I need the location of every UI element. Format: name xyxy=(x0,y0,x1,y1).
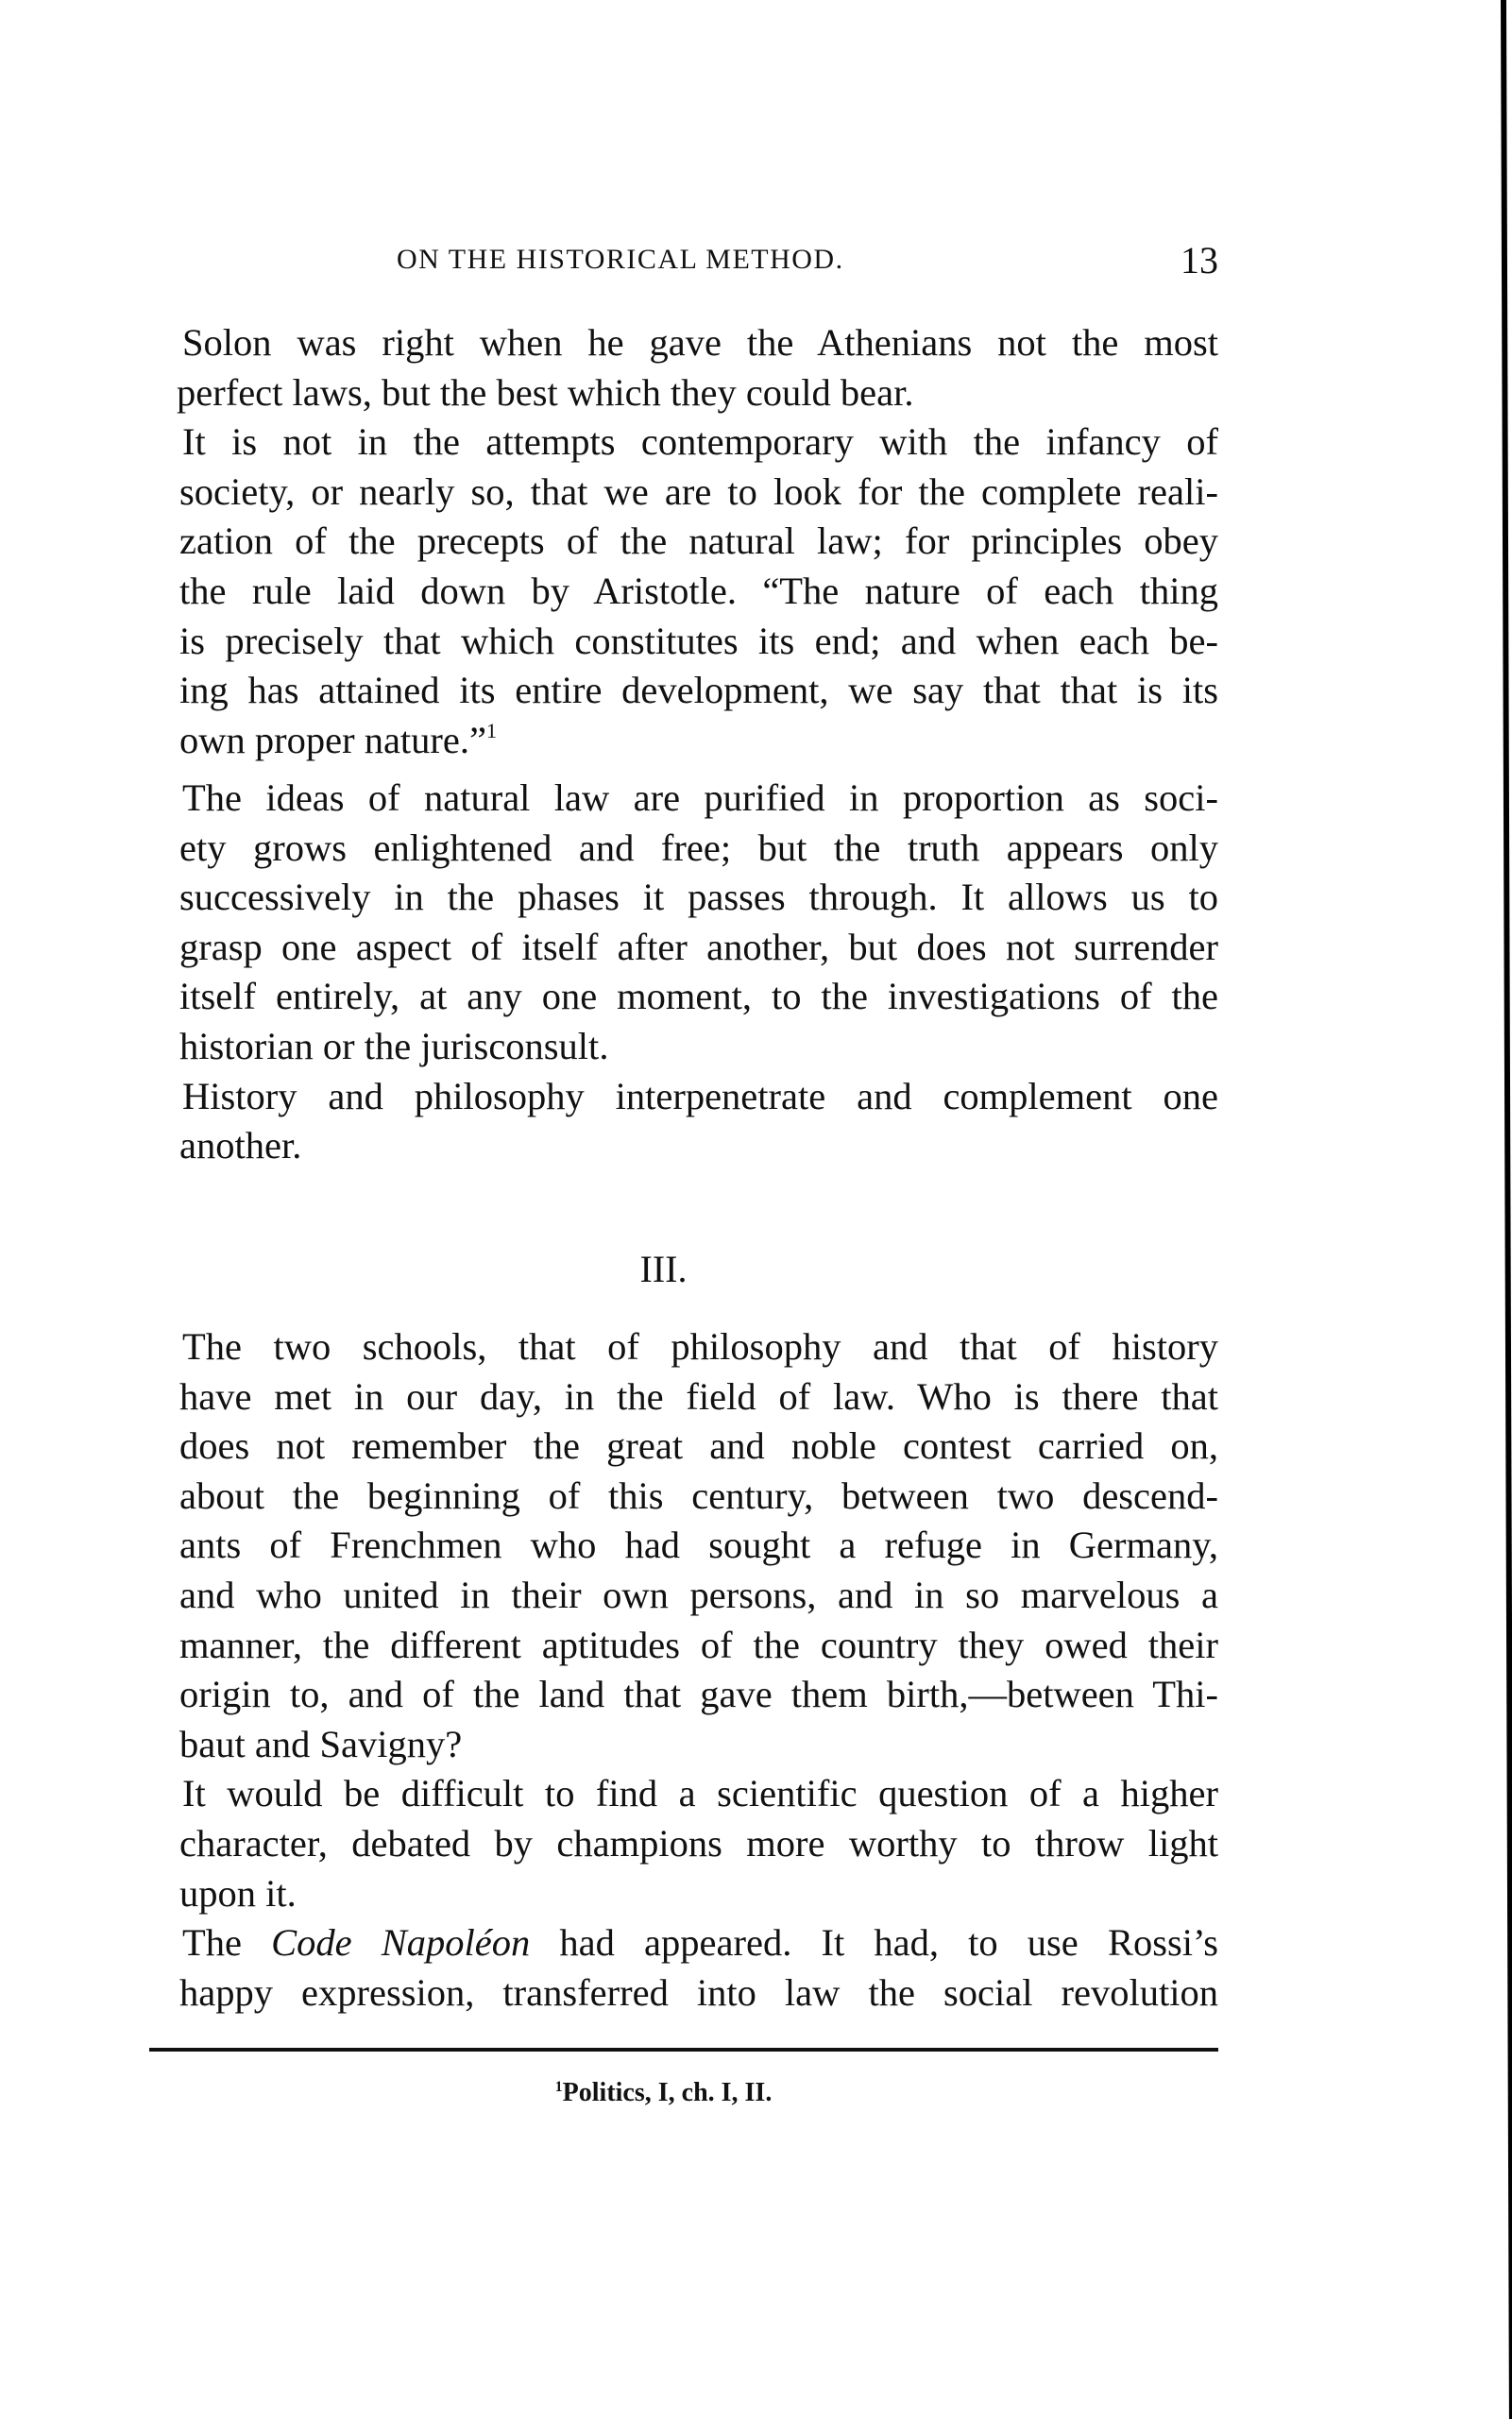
text-line: ants of Frenchmen who had sought a refuge in Germany, xyxy=(179,1524,1218,1567)
text-line: does not remember the great and noble contest carried on, xyxy=(179,1424,1218,1468)
footnote-divider xyxy=(149,2048,1218,2052)
text-line: successively in the phases it passes through. It allows us to xyxy=(179,876,1218,919)
text-fragment: The xyxy=(182,1921,272,1965)
text-line: The two schools, that of philosophy and that of history xyxy=(182,1325,1218,1368)
text-line: ety grows enlightened and free; but the truth appears only xyxy=(179,826,1218,869)
text-line xyxy=(179,716,1218,766)
text-line: historian or the jurisconsult. xyxy=(179,1024,609,1067)
paragraph-ideas xyxy=(179,774,1218,1072)
text-line: character, debated by champions more worthy to throw light xyxy=(179,1821,1218,1865)
text-line: manner, the different aptitudes of the country they owed their xyxy=(179,1623,1218,1666)
running-head-title: ON THE HISTORICAL METHOD. xyxy=(397,244,844,275)
text-line: History and philosophy interpenetrate and complement one xyxy=(182,1074,1218,1117)
text-line: another. xyxy=(179,1124,302,1167)
paragraph-two-schools xyxy=(179,1322,1218,1769)
paragraph-code-napoleon xyxy=(179,1918,1218,2018)
text-line: baut and Savigny? xyxy=(179,1722,463,1765)
text-line: perfect laws, but the best which they could bear. xyxy=(177,370,914,414)
running-head xyxy=(397,238,1218,285)
footnote-marker: 1 xyxy=(554,2079,563,2095)
text-line: grasp one aspect of itself after another, but does not surrender xyxy=(179,925,1218,968)
text-line: and who united in their own persons, and in so marvelous a xyxy=(179,1573,1218,1616)
text-line: ing has attained its entire development, we say that that is its xyxy=(179,669,1218,712)
text-line: zation of the precepts of the natural law; for principles obey xyxy=(179,520,1218,563)
section-number: III. xyxy=(639,1248,688,1290)
section-heading xyxy=(0,1247,1512,1291)
text-block-2 xyxy=(179,774,1218,1171)
paragraph-natural-law xyxy=(179,417,1218,765)
italic-title: Code Napoléon xyxy=(271,1921,531,1965)
footnote xyxy=(0,2078,1512,2108)
text-line: itself entirely, at any one moment, to the investigations of the xyxy=(179,975,1218,1018)
page-number: 13 xyxy=(1181,239,1218,281)
text-line: have met in our day, in the field of law. Who is there that xyxy=(179,1374,1218,1418)
text-block-3 xyxy=(179,1322,1218,2018)
footnote-marker[interactable]: 1 xyxy=(486,718,497,742)
text-line: the rule laid down by Aristotle. “The nature of each thing xyxy=(179,569,1218,612)
text-line: The ideas of natural law are purified in proportion as soci- xyxy=(182,776,1218,819)
text-fragment: had appeared. It had, to use Rossi’s xyxy=(530,1921,1218,1965)
text-line: origin to, and of the land that gave them birth,—between Thi- xyxy=(179,1673,1218,1716)
scan-edge-shadow xyxy=(1501,0,1512,2419)
text-line: It is not in the attempts contemporary with the infancy of xyxy=(182,420,1218,464)
text-line-content: own proper nature.” xyxy=(179,718,486,761)
footnote-content xyxy=(555,2078,773,2107)
text-line xyxy=(179,1918,1218,1968)
text-line: Solon was right when he gave the Athenians not the most xyxy=(182,321,1218,364)
text-line: It would be difficult to find a scientific question of a higher xyxy=(182,1772,1218,1815)
text-line: is precisely that which constitutes its end; and when each be- xyxy=(179,619,1218,662)
text-block-1 xyxy=(179,318,1218,765)
paragraph-history-philosophy xyxy=(179,1072,1218,1171)
text-line: happy expression, transferred into law the social revolution xyxy=(179,1970,1218,2014)
paragraph-solon xyxy=(179,318,1218,417)
footnote-text: Politics, I, ch. I, II. xyxy=(562,2078,773,2107)
text-line: upon it. xyxy=(179,1871,297,1915)
text-line: society, or nearly so, that we are to look for the complete reali- xyxy=(179,469,1218,513)
text-line: about the beginning of this century, between two descend- xyxy=(179,1474,1218,1517)
paragraph-scientific-question xyxy=(179,1769,1218,1918)
